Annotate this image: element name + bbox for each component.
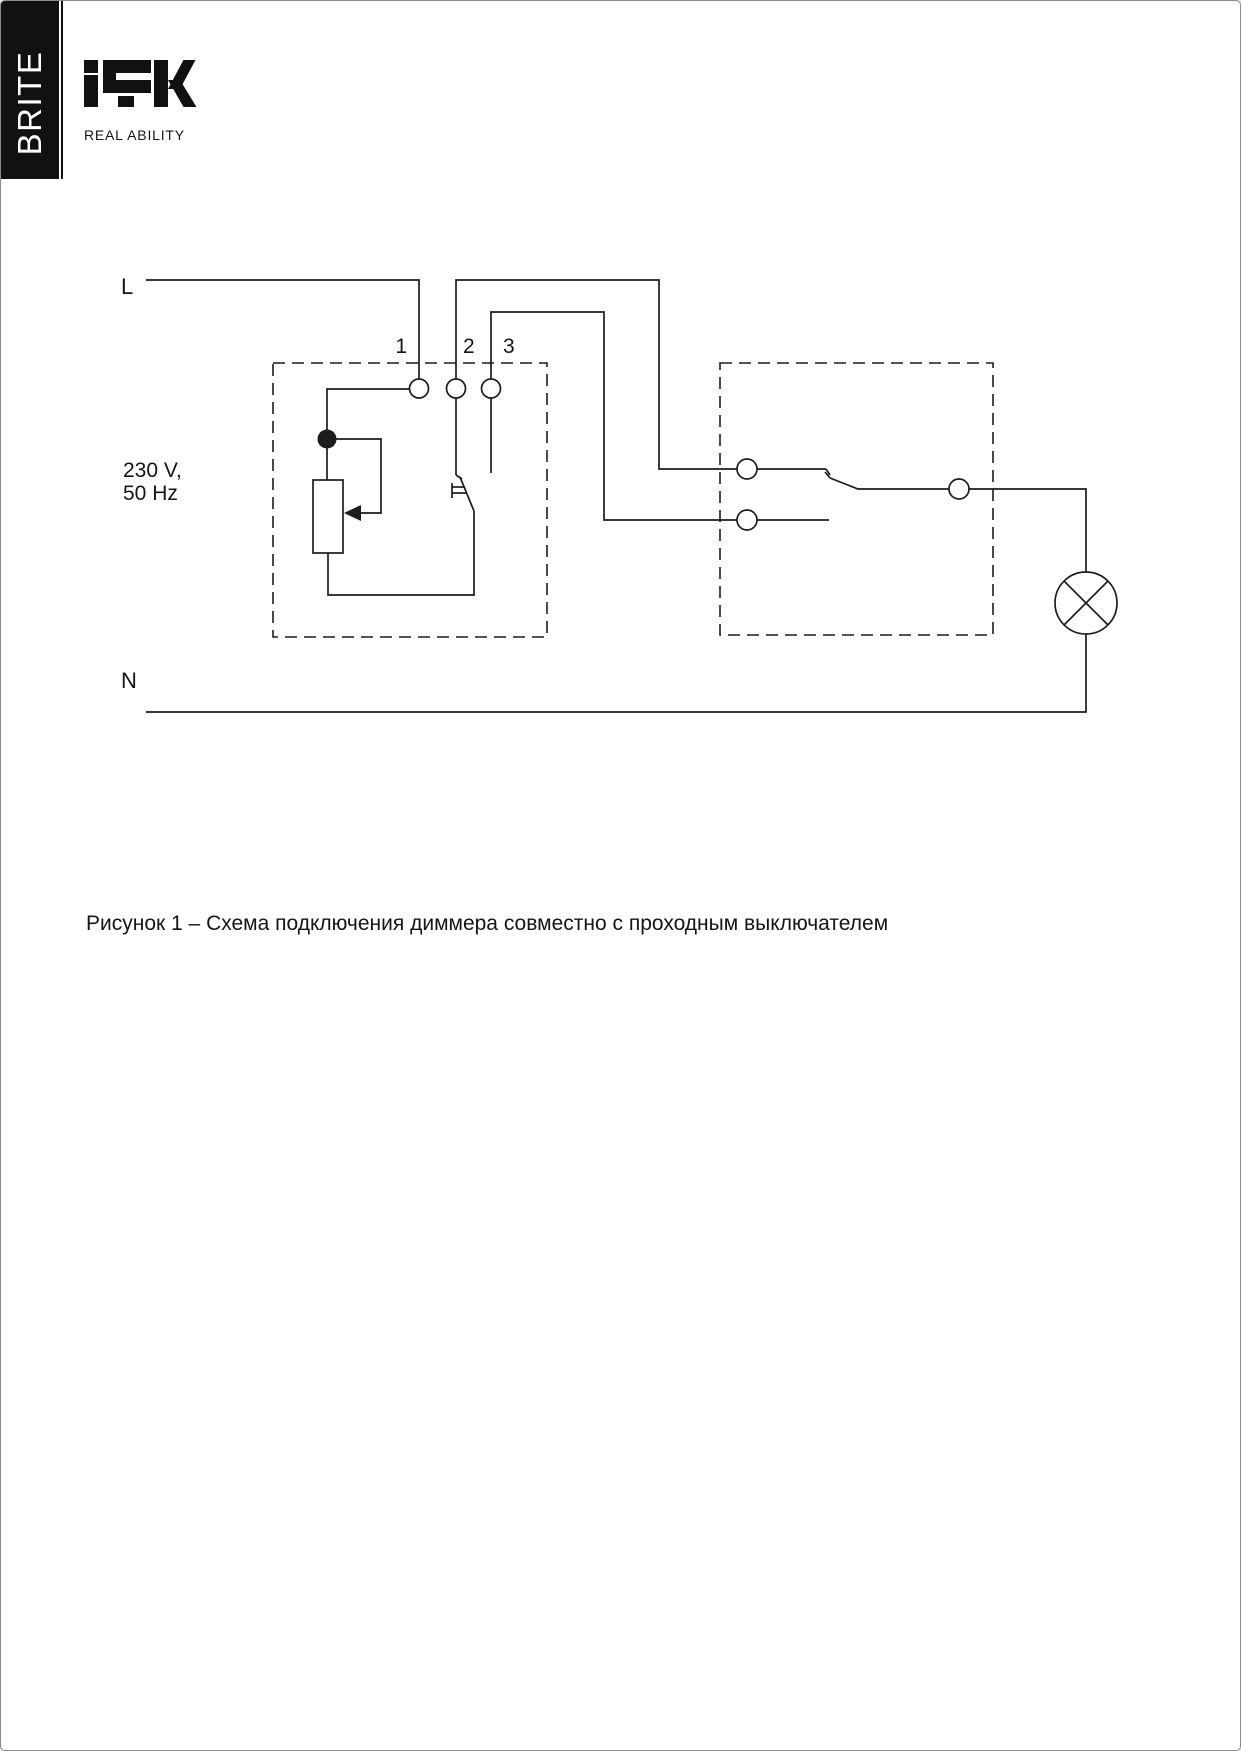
terminal-1-circle xyxy=(410,379,429,398)
line-label: L xyxy=(121,274,134,299)
terminal-1-label: 1 xyxy=(395,335,407,358)
switch-box xyxy=(720,363,993,635)
switch-lever xyxy=(830,478,949,489)
logo-letter-k-stem xyxy=(154,60,168,107)
terminal3-to-switch-wire xyxy=(491,312,737,520)
terminal-2-circle xyxy=(447,379,466,398)
logo-letter-e xyxy=(103,60,151,93)
circuit xyxy=(121,274,1117,712)
dimmer-switch-lever xyxy=(460,477,474,511)
switch-right-terminal xyxy=(949,479,969,499)
terminal-3-label: 3 xyxy=(503,335,515,358)
terminal2-to-switch-wire xyxy=(456,280,737,469)
iek-logo xyxy=(84,60,197,107)
logo-letter-i-stem xyxy=(84,75,98,107)
n-return-wire xyxy=(146,634,1086,712)
junction-dot xyxy=(318,430,337,449)
lamp-icon xyxy=(1055,572,1117,634)
switch-upper-left-terminal xyxy=(737,459,757,479)
brite-vertical-label: BRITE xyxy=(11,50,48,156)
potentiometer-body xyxy=(313,480,343,553)
figure-caption: Рисунок 1 – Схема подключения диммера совместно с проходным выключателем xyxy=(86,912,889,935)
switch-to-lamp-wire xyxy=(969,489,1086,572)
logo-letter-i-dot xyxy=(84,60,98,73)
terminal-3-circle xyxy=(482,379,501,398)
pot-wiper-arrow xyxy=(344,505,361,521)
neutral-label: N xyxy=(121,668,137,693)
logo-tagline: REAL ABILITY xyxy=(84,127,185,143)
switch-lower-left-terminal xyxy=(737,510,757,530)
voltage-label-line1: 230 V, xyxy=(123,459,182,482)
logo-letter-k-lower-arm xyxy=(168,80,197,107)
terminal1-internal-wire xyxy=(327,389,410,430)
voltage-label-line2: 50 Hz xyxy=(123,482,178,505)
l-feed-wire xyxy=(146,280,419,379)
terminal-2-label: 2 xyxy=(463,335,475,358)
logo-letter-e-foot xyxy=(118,96,134,107)
pot-bottom-wire xyxy=(328,511,474,595)
wiring-diagram xyxy=(1,1,1241,1751)
